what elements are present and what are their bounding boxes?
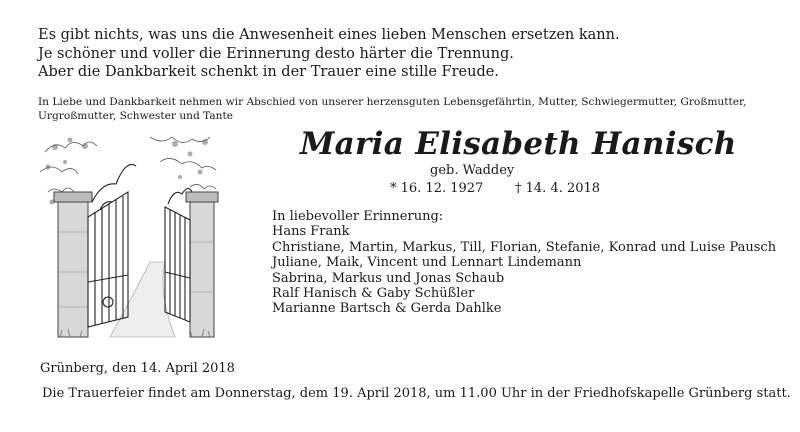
place-and-date: Grünberg, den 14. April 2018	[40, 361, 235, 376]
mourner-line: Juliane, Maik, Vincent und Lennart Lindemann	[272, 255, 582, 271]
poem-line: Aber die Dankbarkeit schenkt in der Trauer eine stille Freude.	[38, 64, 499, 80]
maiden-name: geb. Waddey	[430, 163, 515, 178]
birth-date: * 16. 12. 1927	[390, 181, 484, 196]
death-date: † 14. 4. 2018	[515, 181, 601, 196]
mourners-heading: In liebevoller Erinnerung:	[272, 209, 444, 224]
mourner-line: Hans Frank	[272, 224, 350, 240]
funeral-notice: Die Trauerfeier findet am Donnerstag, dem 19. April 2018, um 11.00 Uhr in der Friedhofskapelle Grünberg statt.	[42, 386, 791, 401]
mourner-line: Sabrina, Markus und Jonas Schaub	[272, 270, 505, 286]
open-garden-gate-icon	[40, 132, 220, 342]
poem-line: Es gibt nichts, was uns die Anwesenheit eines lieben Menschen ersetzen kann.	[38, 27, 620, 43]
intro-text: In Liebe und Dankbarkeit nehmen wir Abschied von unserer herzensguten Lebensgefährtin, Mutter, Schwiegermutter, Großmutter, Urgroßmutter, Schwester und Tante	[38, 96, 747, 122]
mourners-list	[272, 209, 776, 317]
poem-line: Je schöner und voller die Erinnerung desto härter die Trennung.	[38, 45, 514, 62]
mourner-line: Ralf Hanisch & Gaby Schüßler	[272, 286, 475, 302]
mourner-line: Christiane, Martin, Markus, Till, Florian, Stefanie, Konrad und Luise Pausch	[272, 239, 777, 255]
poem	[38, 26, 620, 82]
deceased-name: Maria Elisabeth Hanisch	[300, 126, 737, 162]
mourner-line: Marianne Bartsch & Gerda Dahlke	[272, 301, 502, 317]
